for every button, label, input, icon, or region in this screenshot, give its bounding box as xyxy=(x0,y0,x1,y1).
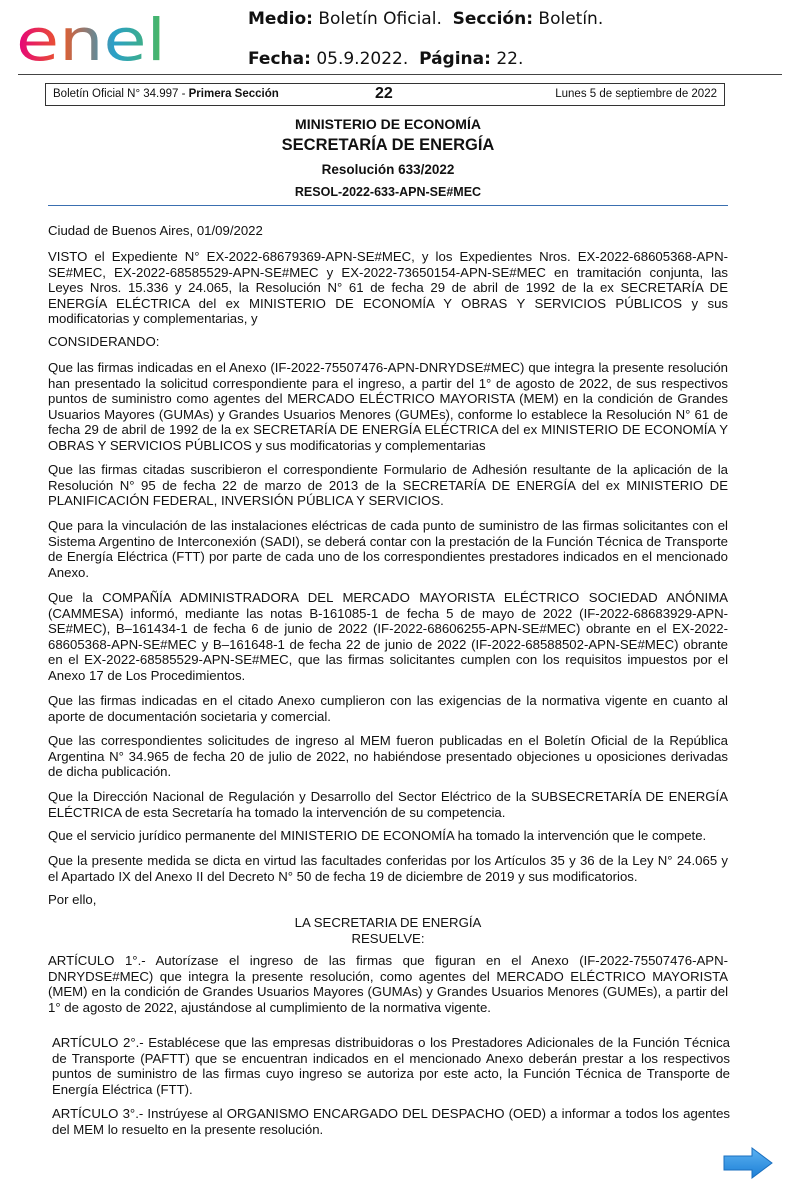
fecha-value: 05.9.2022. xyxy=(316,49,409,69)
considerando-paragraph-4: Que la COMPAÑÍA ADMINISTRADORA DEL MERCADO MAYORISTA ELÉCTRICO SOCIEDAD ANÓNIMA (CAMMESA) informó, mediante las notas B-161085-1 de fecha 5 de mayo de 2022 (IF-2022-68683929-APN-SE#MEC), B–161434-1 de fecha 6 de junio de 2022 (IF-2022-68606255-APN-SE#MEC) obrante en el EX-2022-68605368-APN-SE#MEC y B–161648-1 de fecha 22 de junio de 2022 (IF-2022-68588502-APN-SE#MEC) obrante en el EX-2022-68585529-APN-SE#MEC, que las firmas solicitantes cumplen con los requisitos impuestos por el Anexo 17 de Los Procedimientos. xyxy=(48,590,728,683)
resuelve-heading: RESUELVE: xyxy=(351,931,425,946)
logo-text: enel xyxy=(16,8,166,70)
visto-paragraph: VISTO el Expediente N° EX-2022-68679369-APN-SE#MEC, y los Expedientes Nros. EX-2022-68605368-APN-SE#MEC, EX-2022-68585529-APN-SE#MEC y EX-2022-73650154-APN-SE#MEC en tramitación conjunta, las Leyes Nros. 15.336 y 24.065, la Resolución N° 61 de fecha 29 de abril de 1992 de la ex SECRETARÍA DE ENERGÍA ELÉCTRICA del ex MINISTERIO DE ECONOMÍA Y OBRAS Y SERVICIOS PÚBLICOS y sus modificatorias y complementarias, y xyxy=(48,249,728,326)
considerando-paragraph-6: Que las correspondientes solicitudes de ingreso al MEM fueron publicadas en el Boletín Oficial de la República Argentina N° 34.965 de fecha 20 de julio de 2022, no habiéndose presentado objeciones u oposiciones derivadas de dicha publicación. xyxy=(48,733,728,779)
fecha-label: Fecha: xyxy=(248,49,311,69)
arrow-right-icon[interactable] xyxy=(722,1146,774,1180)
considerando-paragraph-2: Que las firmas citadas suscribieron el correspondiente Formulario de Adhesión resultante de la aplicación de la Resolución N° 95 de fecha 22 de marzo de 2013 de la SECRETARÍA DE ENERGÍA del ex MINISTERIO DE PLANIFICACIÓN FEDERAL, INVERSIÓN PÚBLICA Y SERVICIOS. xyxy=(48,462,728,508)
considerando-paragraph-1: Que las firmas indicadas en el Anexo (IF-2022-75507476-APN-DNRYDSE#MEC) que integra la presente resolución han presentado la solicitud correspondiente para el ingreso, a partir del 1° de agosto de 2022, de sus respectivos puntos de suministro como agentes del MERCADO ELÉCTRICO MAYORISTA (MEM) en la condición de Grandes Usuarios Mayores (GUMAs) y Grandes Usuarios Menores (GUMEs), conforme lo establece la Resolución N° 61 de fecha 29 de abril de 1992 de la ex SECRETARÍA DE ENERGÍA ELÉCTRICA del ex MINISTERIO DE ECONOMÍA Y OBRAS Y SERVICIOS PÚBLICOS y sus modificatorias y complementarias xyxy=(48,360,728,453)
considerando-paragraph-9: Que la presente medida se dicta en virtud las facultades conferidas por los Artículos 35 y 36 de la Ley N° 24.065 y el Apartado IX del Anexo II del Decreto N° 50 de fecha 19 de diciembre de 2019 y sus modificatorios. xyxy=(48,853,728,884)
boletin-page: 22 xyxy=(375,85,393,102)
boletin-date: Lunes 5 de septiembre de 2022 xyxy=(555,88,717,100)
considerando-paragraph-3: Que para la vinculación de las instalaciones eléctricas de cada punto de suministro de las firmas solicitantes con el Sistema Argentino de Interconexión (SADI), se deberá contar con la prestación de la Función Técnica de Transporte de Energía Eléctrica (FTT) por parte de cada uno de los correspondientes prestadores indicados en el mencionado Anexo. xyxy=(48,518,728,580)
header-line-2 xyxy=(248,49,523,69)
boletin-section: Primera Sección xyxy=(188,88,279,100)
seccion-label: Sección: xyxy=(452,9,533,29)
medio-label: Medio: xyxy=(248,9,313,29)
boletin-number: Boletín Oficial N° 34.997 - xyxy=(53,88,189,100)
top-divider xyxy=(18,74,782,75)
considerando-heading: CONSIDERANDO: xyxy=(48,334,160,349)
header-line-1 xyxy=(248,9,603,29)
resolution-code: RESOL-2022-633-APN-SE#MEC xyxy=(294,185,482,199)
considerando-paragraph-8: Que el servicio jurídico permanente del MINISTERIO DE ECONOMÍA ha tomado la intervención que le compete. xyxy=(48,828,707,843)
title-divider xyxy=(48,205,728,206)
pagina-label: Página: xyxy=(419,49,491,69)
boletin-header xyxy=(45,83,725,106)
considerando-paragraph-7: Que la Dirección Nacional de Regulación y Desarrollo del Sector Eléctrico de la SUBSECRETARÍA DE ENERGÍA ELÉCTRICA de esta Secretaría ha tomado la intervención de su competencia. xyxy=(48,789,728,820)
articulo-2: ARTÍCULO 2°.- Establécese que las empresas distribuidoras o los Prestadores Adicionales de la Función Técnica de Transporte (PAFTT) que se encuentran indicados en el mencionado Anexo deberán prestar a los respectivos puntos de suministro de las firmas cuyo ingreso se autoriza por este acto, la Función Técnica de Transporte de Energía Eléctrica (FTT). xyxy=(52,1035,730,1097)
medio-value: Boletín Oficial. xyxy=(318,9,442,29)
city-date: Ciudad de Buenos Aires, 01/09/2022 xyxy=(48,223,263,238)
secretariat-title: SECRETARÍA DE ENERGÍA xyxy=(281,136,495,154)
ministry-title: MINISTERIO DE ECONOMÍA xyxy=(295,116,481,132)
enel-logo xyxy=(16,8,172,70)
por-ello: Por ello, xyxy=(48,892,97,907)
resolution-title: Resolución 633/2022 xyxy=(321,162,455,177)
seccion-value: Boletín. xyxy=(538,9,604,29)
la-secretaria-heading: LA SECRETARIA DE ENERGÍA xyxy=(294,915,482,930)
articulo-3: ARTÍCULO 3°.- Instrúyese al ORGANISMO ENCARGADO DEL DESPACHO (OED) a informar a todos los agentes del MEM lo resuelto en la presente resolución. xyxy=(52,1106,730,1137)
pagina-value: 22. xyxy=(496,49,524,69)
boletin-issue xyxy=(53,88,279,100)
considerando-paragraph-5: Que las firmas indicadas en el citado Anexo cumplieron con las exigencias de la normativa vigente en cuanto al aporte de documentación societaria y comercial. xyxy=(48,693,728,724)
articulo-1: ARTÍCULO 1°.- Autorízase el ingreso de las firmas que figuran en el Anexo (IF-2022-75507476-APN-DNRYDSE#MEC) que integra la presente resolución, como agentes del MERCADO ELÉCTRICO MAYORISTA (MEM) en la condición de Grandes Usuarios Mayores (GUMAs) y Grandes Usuarios Menores (GUMEs), a partir del 1° de agosto de 2022, ajustándose al cumplimiento de la normativa vigente. xyxy=(48,953,728,1015)
